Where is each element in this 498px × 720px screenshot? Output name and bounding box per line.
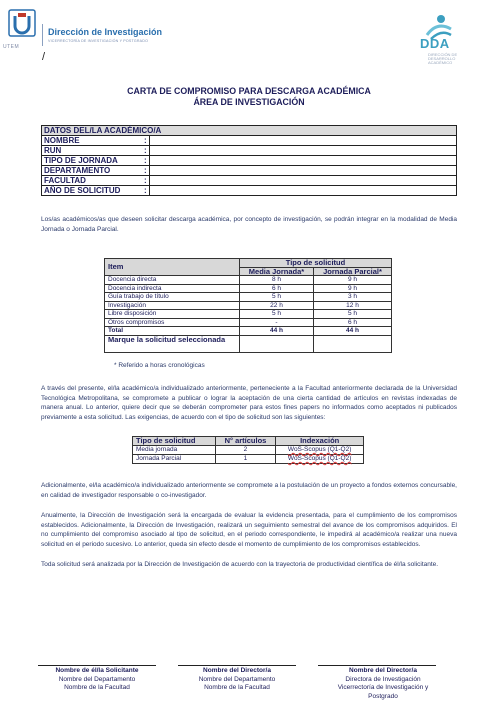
total-media: 44 h — [240, 327, 314, 336]
row-media: - — [240, 318, 314, 327]
col-tipo-header: Tipo de solicitud — [133, 437, 216, 446]
row-media: 5 h — [240, 293, 314, 302]
row-item: Docencia indirecta — [105, 284, 240, 293]
signature-line: Nombre de la Facultad — [64, 684, 130, 691]
col-media-header: Media Jornada* — [240, 267, 314, 276]
utem-logo — [6, 8, 38, 46]
dda-sub-line-1: DIRECCIÓN DE — [428, 52, 458, 57]
row-item: Investigación — [105, 301, 240, 310]
intro-paragraph: Los/as académicos/as que deseen solicitar descarga académica, por concepto de investigación, se podrán integrar en la modalidad de Media Jornada o Jornada Parcial. — [41, 216, 457, 233]
signature-name: Nombre de él/la Solicitante — [55, 667, 139, 674]
row-parcial: 9 h — [314, 276, 392, 285]
field-anio-label: AÑO DE SOLICITUD — [42, 186, 145, 196]
signature-line-3 — [318, 665, 436, 666]
table-row — [105, 293, 392, 302]
marque-label: Marque la solicitud seleccionada — [105, 335, 240, 352]
signature-name: Nombre del Director/a — [203, 667, 271, 674]
colon: : — [144, 186, 150, 196]
slash-mark: / — [42, 51, 46, 63]
dda-sub-line-3: ACADÉMICO — [428, 60, 453, 66]
row-parcial: 5 h — [314, 310, 392, 319]
colon: : — [144, 136, 150, 146]
field-jornada-value[interactable] — [150, 156, 457, 166]
signature-line: Directora de Investigación — [345, 675, 421, 683]
field-departamento-label: DEPARTAMENTO — [42, 166, 145, 176]
signature-line: Nombre del Departamento — [198, 675, 276, 683]
row-media: 22 h — [240, 301, 314, 310]
direccion-title: Dirección de Investigación — [48, 27, 163, 37]
row-item: Otros compromisos — [105, 318, 240, 327]
signature-block-director-investigacion — [308, 667, 458, 701]
select-parcial-checkbox[interactable] — [314, 335, 392, 352]
marque-row — [105, 335, 392, 352]
table-row — [105, 284, 392, 293]
signature-line-1 — [38, 665, 156, 666]
dda-text: DDA — [420, 36, 450, 51]
table-row — [133, 446, 364, 455]
colon: : — [144, 146, 150, 156]
row-parcial: 12 h — [314, 301, 392, 310]
signature-block-director-depto — [168, 667, 306, 693]
row-item: Docencia directa — [105, 276, 240, 285]
field-anio-value[interactable] — [150, 186, 457, 196]
signature-line: Nombre del Departamento — [58, 675, 136, 683]
dda-subtitle — [428, 53, 457, 66]
row-parcial: 9 h — [314, 284, 392, 293]
row-item: Guía trabajo de título — [105, 293, 240, 302]
field-nombre-label: NOMBRE — [42, 136, 145, 146]
header-divider — [42, 24, 43, 46]
col-parcial-header: Jornada Parcial* — [314, 267, 392, 276]
select-media-checkbox[interactable] — [240, 335, 314, 352]
utem-name: UTEM — [3, 44, 20, 50]
row-item: Libre disposición — [105, 310, 240, 319]
field-departamento-value[interactable] — [150, 166, 457, 176]
table-row — [133, 455, 364, 464]
table-row — [105, 310, 392, 319]
evaluacion-paragraph: Anualmente, la Dirección de Investigación será la encargada de evaluar la evidencia presentada, para el cumplimiento de los compromisos establecidos. Adicionalmente, la Dirección de Investigación, realizará un seguimiento semestral del avance de los compromisos adquiridos. El no cumplimiento del compromiso asociado al tipo de solicitud, en el periodo correspondiente, le impedirá al académico/a realizar una nueva solicitud en el periodo sucesivo. Lo anterior, queda sin efecto desde el momento de cumplimiento de los compromisos establecidos. — [41, 512, 457, 548]
datos-academico-table — [41, 125, 457, 196]
document-subtitle: ÁREA DE INVESTIGACIÓN — [193, 97, 305, 107]
row-tipo: Jornada Parcial — [133, 455, 216, 464]
col-group-header: Tipo de solicitud — [240, 259, 392, 268]
row-media: 6 h — [240, 284, 314, 293]
signature-name: Nombre del Director/a — [349, 667, 417, 674]
analisis-paragraph: Toda solicitud será analizada por la Dirección de Investigación de acuerdo con la trayectoria de productividad científica de él/la solicitante. — [41, 561, 439, 568]
row-parcial: 3 h — [314, 293, 392, 302]
col-item-header: Item — [105, 259, 240, 276]
signature-line: Vicerrectoría de Investigación y — [337, 684, 429, 691]
row-media: 5 h — [240, 310, 314, 319]
col-idx-header: Indexación — [276, 437, 364, 446]
total-label: Total — [105, 327, 240, 336]
colon: : — [144, 156, 150, 166]
table-row — [105, 301, 392, 310]
row-idx: WoS-Scopus (Q1-Q2) — [276, 455, 364, 464]
total-row — [105, 327, 392, 336]
footnote: * Referido a horas cronológicas — [114, 362, 205, 369]
compromiso-paragraph: A través del presente, el/la académico/a individualizado anteriormente, perteneciente a la Facultad anteriormente declarada de la Universidad Tecnológica Metropolitana, se compromete a publicar o lograr la aceptación de una cierta cantidad de artículos en revistas indexadas de manera anual. Lo anterior, quiere decir que se deberán comprometer para estos fines papers no informados como aceptados ni publicados previamente a esta solicitud. Las exigencias, de acuerdo con el tipo de solicitud son las siguientes: — [41, 385, 457, 421]
row-n: 2 — [215, 446, 276, 455]
field-facultad-label: FACULTAD — [42, 176, 145, 186]
field-jornada-label: TIPO DE JORNADA — [42, 156, 145, 166]
row-tipo: Media jornada — [133, 446, 216, 455]
datos-header: DATOS DEL/LA ACADÉMICO/A — [42, 126, 457, 136]
dda-sub-line-2: DESARROLLO — [428, 56, 456, 62]
field-nombre-value[interactable] — [150, 136, 457, 146]
row-media: 8 h — [240, 276, 314, 285]
field-run-label: RUN — [42, 146, 145, 156]
table-row — [105, 276, 392, 285]
colon: : — [144, 176, 150, 186]
row-parcial: 6 h — [314, 318, 392, 327]
indexacion-table — [132, 436, 364, 464]
field-run-value[interactable] — [150, 146, 457, 156]
tipo-solicitud-table — [104, 258, 392, 353]
col-n-header: N° artículos — [215, 437, 276, 446]
signature-line: Postgrado — [368, 692, 398, 700]
proyecto-paragraph: Adicionalmente, el/la académico/a individualizado anteriormente se compromete a la postulación de un proyecto a fondos externos concursable, en calidad de investigador responsable o co-investigador. — [41, 482, 457, 499]
total-parcial: 44 h — [314, 327, 392, 336]
signature-line-2 — [178, 665, 296, 666]
table-row — [105, 318, 392, 327]
row-idx: WoS-Scopus (Q1-Q2) — [276, 446, 364, 455]
row-n: 1 — [215, 455, 276, 464]
document-title: CARTA DE COMPROMISO PARA DESCARGA ACADÉMICA — [127, 86, 371, 96]
field-facultad-value[interactable] — [150, 176, 457, 186]
signature-line: Nombre de la Facultad — [204, 684, 270, 691]
direccion-subtitle: VICERRECTORÍA DE INVESTIGACIÓN Y POSTGRADO — [48, 39, 149, 43]
signature-block-solicitante — [28, 667, 166, 693]
colon: : — [144, 166, 150, 176]
